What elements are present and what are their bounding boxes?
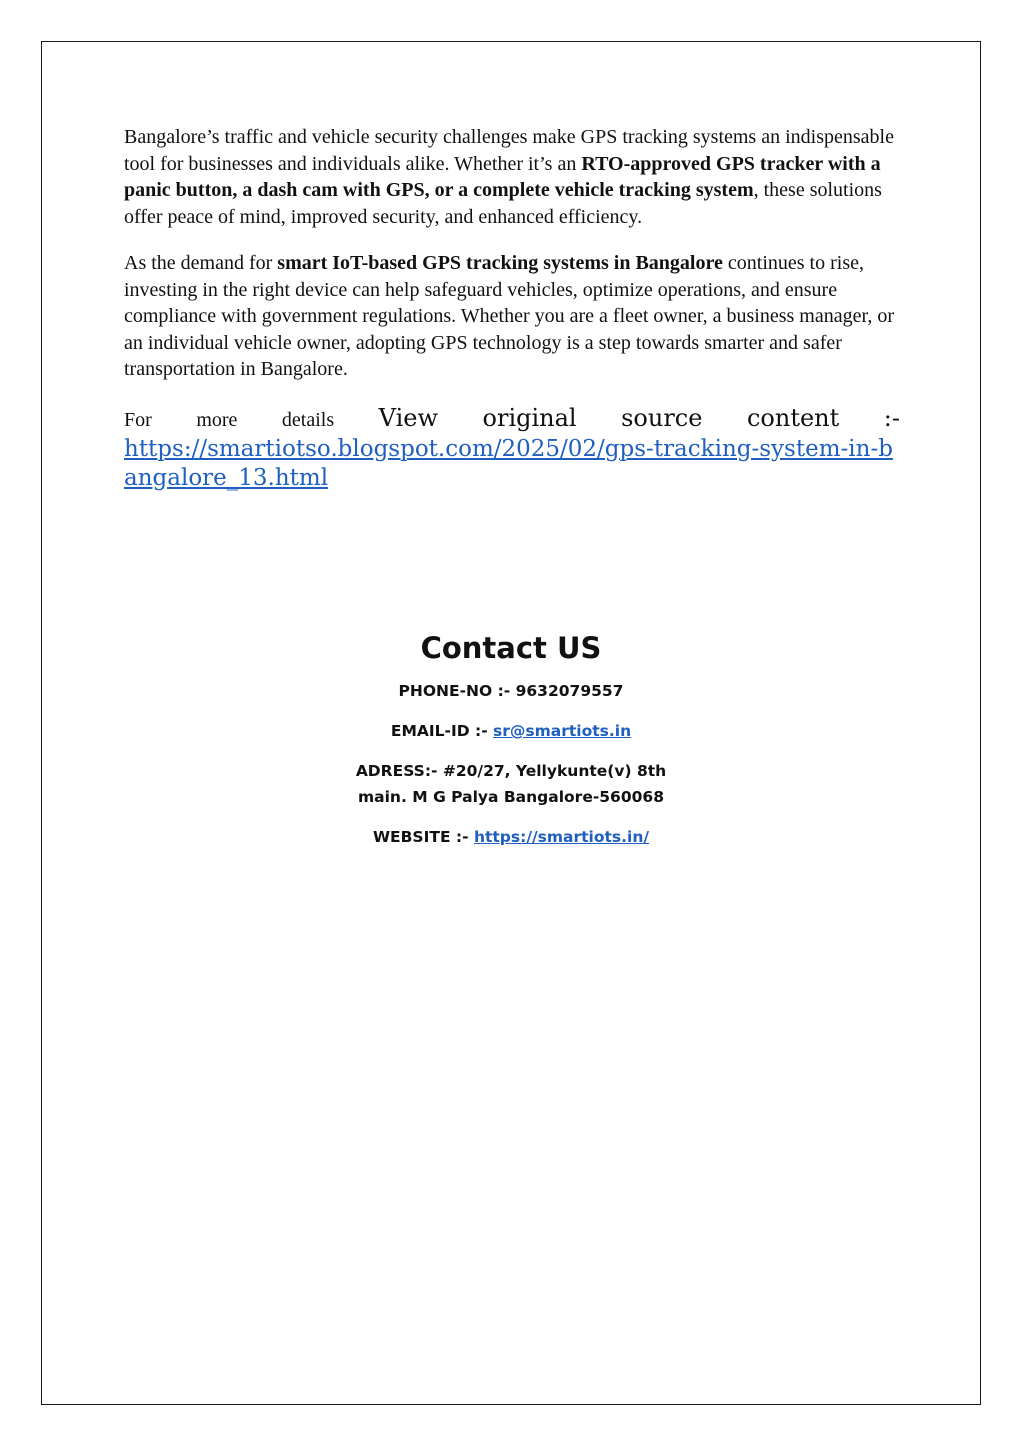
website-label: WEBSITE :- (372, 828, 474, 846)
details-word: content (746, 403, 840, 432)
source-content-link[interactable]: https://smartiotso.blogspot.com/2025/02/gps-tracking-system-in-bangalore_13.html (124, 435, 893, 491)
website-link[interactable]: https://smartiots.in/ (473, 828, 650, 846)
contact-section (41, 628, 981, 864)
paragraph-demand-bold: smart IoT-based GPS tracking systems in Bangalore (277, 252, 723, 274)
details-word: details (281, 408, 335, 431)
paragraph-intro (124, 124, 900, 230)
details-word: For (124, 408, 152, 431)
email-line (41, 718, 981, 744)
details-word: source (621, 403, 703, 432)
paragraph-demand-text-1: As the demand for (124, 252, 278, 274)
document-body (124, 124, 900, 493)
details-line (124, 403, 900, 435)
paragraph-intro-text-1: Bangalore’s traffic and vehicle security challenges make GPS tracking systems an indispensable tool for businesses and individuals alike. Whether it’s an (124, 126, 894, 175)
paragraph-intro-text-2: , these solutions offer peace of mind, improved security, and enhanced efficiency. (124, 179, 882, 228)
website-line (41, 824, 981, 850)
phone-line: PHONE-NO :- 9632079557 (398, 682, 624, 700)
address-line: ADRESS:- #20/27, Yellykunte(v) 8th main. M G Palya Bangalore-560068 (355, 762, 667, 806)
email-label: EMAIL-ID :- (390, 722, 494, 740)
paragraph-demand-text-2: continues to rise, investing in the right device can help safeguard vehicles, optimize operations, and ensure compliance with government regulations. Whether you are a fleet owner, a business manager, or an individual vehicle owner, adopting GPS technology is a step towards smarter and safer transportation in Bangalore. (124, 252, 894, 380)
contact-title: Contact US (420, 631, 602, 665)
paragraph-demand (124, 250, 900, 383)
details-word: more (196, 408, 238, 431)
details-word: :- (883, 403, 900, 432)
email-link[interactable]: sr@smartiots.in (493, 722, 632, 740)
details-word: original (482, 403, 577, 432)
details-word: View (378, 403, 438, 432)
details-block (124, 403, 900, 493)
paragraph-intro-bold: RTO-approved GPS tracker with a panic button, a dash cam with GPS, or a complete vehicle tracking system (124, 152, 881, 201)
